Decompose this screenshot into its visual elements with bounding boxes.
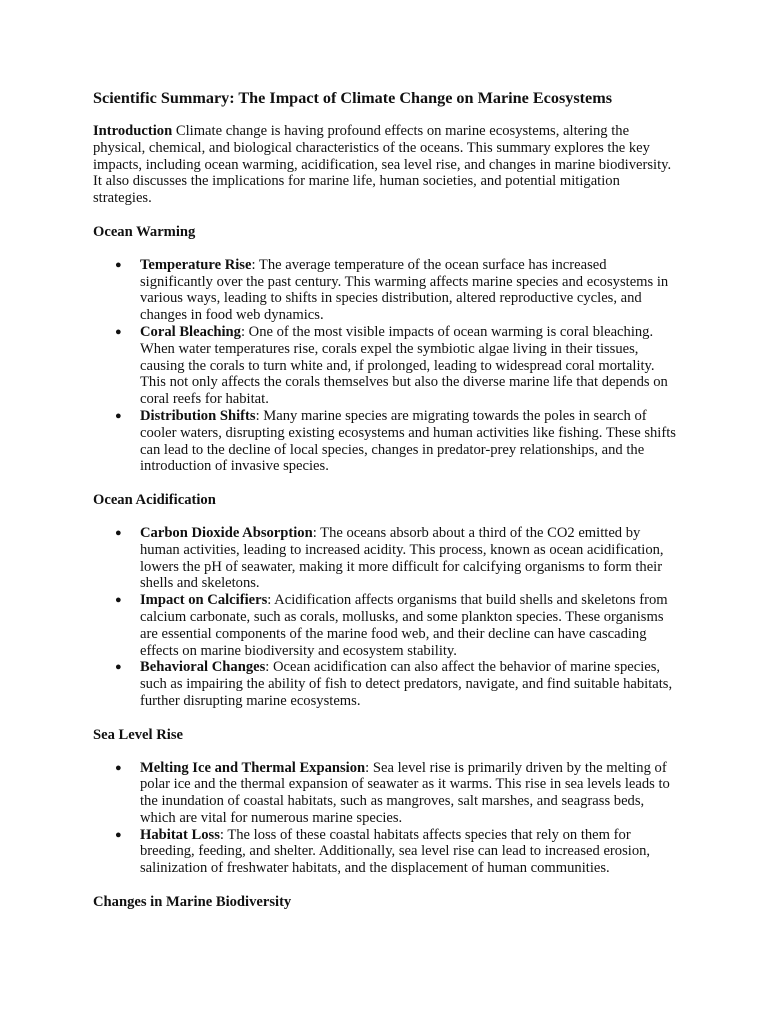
bullet-icon: ● — [115, 526, 122, 539]
item-text: : Sea level rise is primarily driven by the melting of polar ice and the thermal expansion of seawater as it warms. This rise in sea levels leads to the inundation of coastal habitats, such as mangroves, salt marshes, and seagrass beds, which are vital for numerous marine species. — [140, 759, 670, 826]
list-item — [93, 659, 678, 709]
item-text: : The average temperature of the ocean surface has increased significantly over the past century. This warming affects marine species and ecosystems in various ways, leading to shifts in species distribution, altered reproductive cycles, and changes in food web dynamics. — [140, 256, 669, 324]
item-term: Temperature Rise — [140, 256, 252, 273]
intro-label: Introduction — [93, 123, 173, 139]
section-heading-ocean-acidification: Ocean Acidification — [93, 492, 216, 509]
item-text: : The oceans absorb about a third of the CO2 emitted by human activities, leading to increased acidity. This process, known as ocean acidification, lowers the pH of seawater, making it more difficult for calcifying organisms to form their shells and skeletons. — [140, 524, 664, 592]
item-term: Habitat Loss — [140, 826, 220, 843]
intro-text: Climate change is having profound effects on marine ecosystems, altering the physical, chemical, and biological characteristics of the oceans. This summary explores the key impacts, including ocean warming, acidification, sea level rise, and changes in marine biodiversity. It also discusses the implications for marine life, human societies, and potential mitigation strategies. — [93, 123, 672, 207]
bullet-icon: ● — [115, 661, 122, 674]
document-body — [93, 88, 678, 927]
bullet-icon: ● — [115, 594, 122, 607]
list-item — [93, 324, 678, 408]
bullet-icon: ● — [115, 325, 122, 338]
intro-paragraph — [93, 123, 678, 207]
list-item — [93, 525, 678, 592]
item-term: Coral Bleaching — [140, 323, 241, 340]
list-item — [93, 592, 678, 659]
bullet-icon: ● — [115, 258, 122, 271]
bullet-icon: ● — [115, 409, 122, 422]
page-title: Scientific Summary: The Impact of Climate Change on Marine Ecosystems — [93, 89, 612, 107]
list-item — [93, 257, 678, 324]
bullet-icon: ● — [115, 828, 122, 841]
list-item — [93, 827, 678, 877]
list-item — [93, 760, 678, 827]
list-item — [93, 408, 678, 475]
item-text: : Many marine species are migrating towards the poles in search of cooler waters, disrupting existing ecosystems and human activities like fishing. These shifts can lead to the decline of local species, changes in predator-prey relationships, and the introduction of invasive species. — [140, 407, 676, 475]
section-heading-ocean-warming: Ocean Warming — [93, 223, 196, 240]
item-term: Behavioral Changes — [140, 659, 266, 676]
section-heading-marine-biodiversity: Changes in Marine Biodiversity — [93, 894, 292, 911]
item-text: : Ocean acidification can also affect the behavior of marine species, such as impairing the ability of fish to detect predators, navigate, and find suitable habitats, further disrupting marine ecosystems. — [140, 659, 673, 709]
item-text: : One of the most visible impacts of ocean warming is coral bleaching. When water temperatures rise, corals expel the symbiotic algae living in their tissues, causing the corals to turn white and, if prolonged, leading to widespread coral mortality. This not only affects the corals themselves but also the diverse marine life that depends on coral reefs for habitat. — [140, 323, 668, 408]
item-term: Impact on Calcifiers — [140, 592, 268, 609]
item-text: : The loss of these coastal habitats affects species that rely on them for breeding, feeding, and shelter. Additionally, sea level rise can lead to increased erosion, salinization of freshwater habitats, and the displacement of human communities. — [140, 826, 651, 877]
item-term: Distribution Shifts — [140, 407, 256, 424]
bullet-list-sea-level-rise — [93, 760, 678, 878]
bullet-list-ocean-acidification — [93, 525, 678, 710]
item-term: Carbon Dioxide Absorption — [140, 524, 313, 541]
bullet-icon: ● — [115, 761, 122, 774]
bullet-list-ocean-warming — [93, 257, 678, 475]
item-text: : Acidification affects organisms that build shells and skeletons from calcium carbonate, such as corals, mollusks, and some plankton species. These organisms are essential components of the marine food web, and their decline can have cascading effects on marine biodiversity and ecosystem stability. — [140, 592, 668, 659]
section-heading-sea-level-rise: Sea Level Rise — [93, 726, 183, 743]
item-term: Melting Ice and Thermal Expansion — [140, 759, 366, 776]
